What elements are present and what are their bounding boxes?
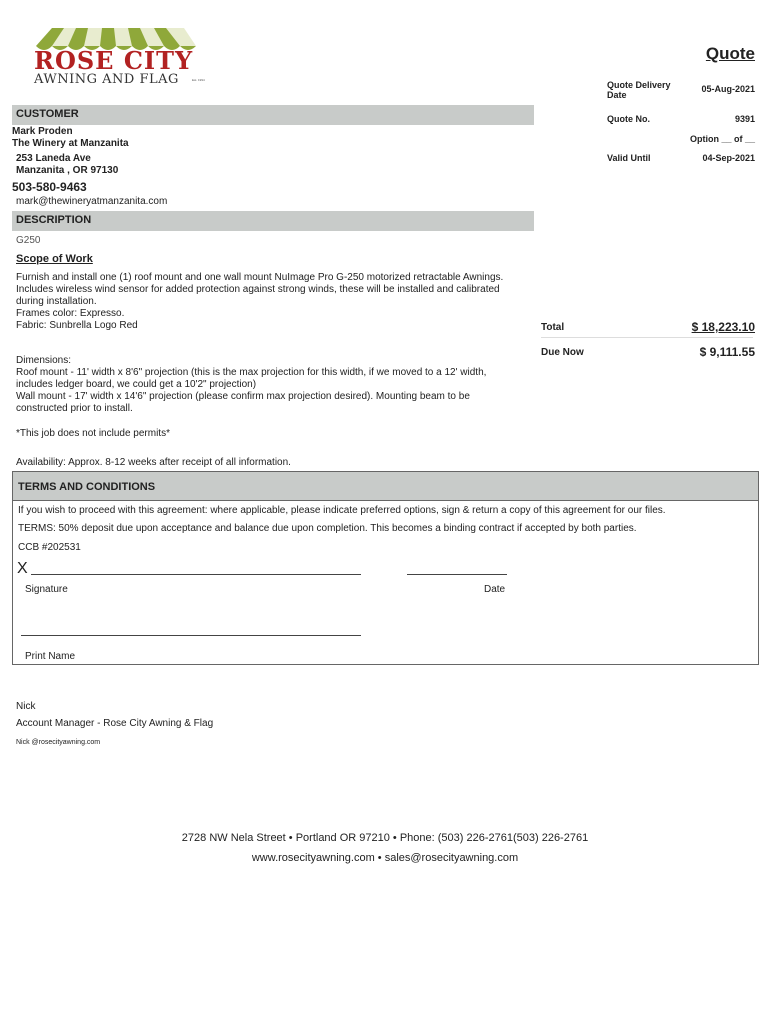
due-now-label: Due Now: [541, 347, 584, 358]
customer-street: 253 Laneda Ave: [16, 153, 91, 164]
quote-number-label: Quote No.: [607, 114, 650, 124]
scope-text: [16, 272, 536, 332]
valid-until-value: 04-Sep-2021: [702, 153, 755, 163]
total-divider: [541, 337, 753, 338]
terms-section: [12, 471, 759, 665]
permits-note: *This job does not include permits*: [16, 428, 170, 439]
logo-line1: ROSE CITY: [34, 46, 194, 75]
customer-phone: 503-580-9463: [12, 180, 87, 194]
total-label: Total: [541, 322, 565, 333]
signature-label: Signature: [25, 584, 68, 595]
dimensions-line: includes ledger board, we could get a 10'2" projection): [16, 379, 257, 390]
dimensions-line: constructed prior to install.: [16, 403, 133, 414]
company-logo: [24, 24, 214, 94]
terms-line1: If you wish to proceed with this agreement: where applicable, please indicate preferred options, sign & return a copy of this agreement for our files.: [18, 505, 666, 516]
customer-company: The Winery at Manzanita: [12, 138, 129, 149]
description-heading: DESCRIPTION: [16, 214, 92, 226]
quote-title: Quote: [705, 44, 755, 63]
dimensions-line: Wall mount - 17' width x 14'6" projection (please confirm max projection desired). Mounting beam to be: [16, 391, 470, 402]
contact-title: Account Manager - Rose City Awning & Flag: [16, 718, 214, 729]
customer-city: Manzanita , OR 97130: [16, 165, 119, 176]
availability-text: Availability: Approx. 8-12 weeks after receipt of all information.: [16, 457, 291, 468]
total-value: $ 18,223.10: [691, 320, 755, 334]
scope-line: Fabric: Sunbrella Logo Red: [16, 320, 138, 331]
customer-heading: CUSTOMER: [16, 108, 79, 120]
terms-heading: TERMS AND CONDITIONS: [18, 481, 156, 493]
scope-line: Includes wireless wind sensor for added protection against strong winds, these will be installed and calibrated: [16, 284, 500, 295]
scope-line: Furnish and install one (1) roof mount and one wall mount NuImage Pro G-250 motorized retractable Awnings.: [16, 272, 504, 283]
footer-web[interactable]: www.rosecityawning.com • sales@rosecityawning.com: [251, 852, 519, 864]
quote-number-value: 9391: [734, 114, 755, 124]
contact-name: Nick: [16, 701, 36, 712]
date-label: Date: [484, 584, 506, 595]
scope-line: during installation.: [16, 296, 97, 307]
signature-x-mark: X: [17, 560, 28, 577]
product-code: G250: [16, 235, 41, 246]
due-now-value: $ 9,111.55: [699, 345, 755, 359]
customer-header: [12, 105, 534, 125]
description-header: [12, 211, 534, 231]
contact-email[interactable]: Nick @rosecityawning.com: [16, 739, 101, 746]
valid-until-label: Valid Until: [607, 153, 651, 163]
logo-line2: AWNING AND FLAG: [34, 72, 179, 87]
terms-line2: TERMS: 50% deposit due upon acceptance and balance due upon completion. This becomes a binding contract if accepted by both parties.: [18, 523, 637, 534]
option-text: Option __ of __: [689, 134, 755, 144]
logo-est: Est. 1994: [192, 78, 205, 82]
date-line[interactable]: [407, 574, 507, 575]
print-name-line[interactable]: [21, 635, 361, 636]
signature-line[interactable]: [31, 574, 361, 575]
print-name-label: Print Name: [25, 651, 76, 662]
footer-address: 2728 NW Nela Street • Portland OR 97210 • Phone: (503) 226-2761(503) 226-2761: [181, 832, 589, 844]
delivery-date-label: Quote Delivery Date: [607, 80, 671, 100]
delivery-date-value: 05-Aug-2021: [701, 84, 755, 94]
dimensions-text: [16, 355, 536, 415]
dimensions-line: Roof mount - 11' width x 8'6" projection (this is the max projection for this width, if we moved to a 12' width,: [16, 367, 487, 378]
customer-email[interactable]: mark@thewineryatmanzanita.com: [16, 196, 168, 207]
terms-header: [13, 472, 758, 501]
customer-name: Mark Proden: [12, 126, 73, 137]
dimensions-line: Dimensions:: [16, 355, 72, 366]
scope-line: Frames color: Expresso.: [16, 308, 125, 319]
scope-title: Scope of Work: [16, 253, 93, 265]
ccb-number: CCB #202531: [18, 542, 81, 553]
